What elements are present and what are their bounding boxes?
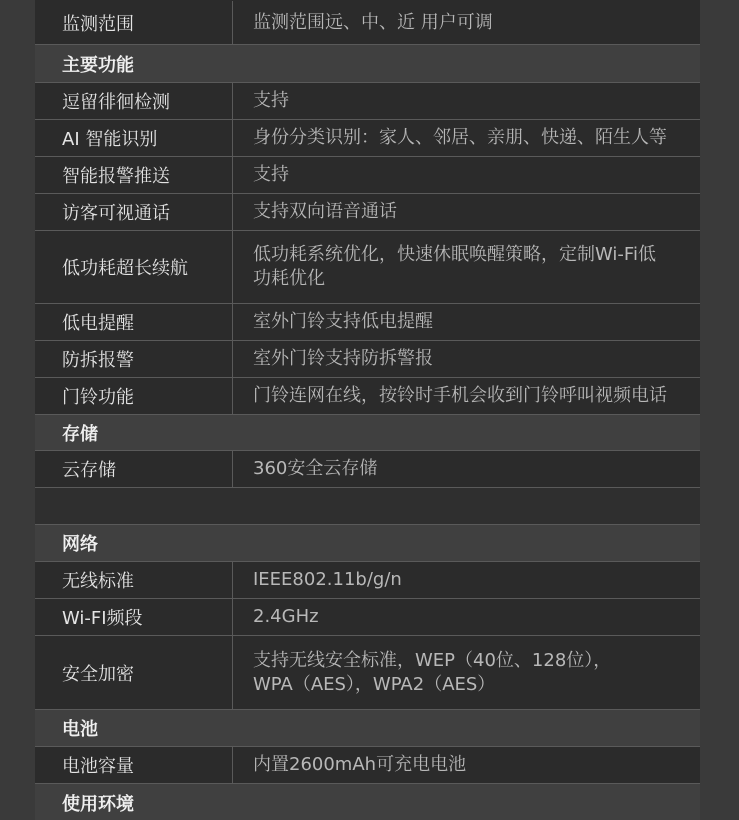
table-row: [35, 230, 700, 303]
row-label: 防拆报警: [35, 341, 233, 377]
section-title: 电池: [62, 719, 98, 740]
row-label: 安全加密: [35, 636, 233, 709]
row-label: 监测范围: [35, 1, 233, 44]
row-value: 360安全云存储: [253, 458, 378, 479]
section-title: 网络: [62, 534, 98, 555]
row-value: 支持双向语音通话: [253, 201, 397, 222]
row-value: 支持: [253, 90, 289, 111]
section-title: 存储: [62, 423, 98, 445]
row-label: 低功耗超长续航: [35, 231, 233, 303]
section-header: [35, 709, 700, 746]
section-header: [35, 524, 700, 561]
table-row: [35, 598, 700, 635]
row-value: 2.4GHz: [253, 606, 319, 627]
table-row: [35, 303, 700, 340]
table-row: [35, 340, 700, 377]
table-row: [35, 0, 700, 44]
row-label: 逗留徘徊检测: [35, 83, 233, 119]
table-row: [35, 746, 700, 783]
section-header: [35, 44, 700, 82]
row-value: 室外门铃支持防拆警报: [253, 348, 433, 369]
table-row: [35, 450, 700, 487]
row-value: IEEE802.11b/g/n: [253, 569, 402, 590]
row-label: 访客可视通话: [35, 194, 233, 230]
section-header: [35, 414, 700, 450]
spec-table: [35, 0, 700, 815]
row-label: 电池容量: [35, 747, 233, 783]
row-label: 无线标准: [35, 562, 233, 598]
row-label: Wi-FI频段: [35, 599, 233, 635]
row-value: 支持: [253, 164, 289, 185]
table-row: [35, 377, 700, 414]
table-row: [35, 635, 700, 709]
section-title: 使用环境: [62, 794, 134, 815]
row-value: 室外门铃支持低电提醒: [253, 311, 433, 332]
row-label: 智能报警推送: [35, 157, 233, 193]
row-value: 支持无线安全标准，WEP（40位、128位）， WPA（AES），WPA2（AES）: [253, 649, 612, 695]
blank-row: [35, 487, 700, 524]
table-row: [35, 156, 700, 193]
table-row: [35, 82, 700, 119]
row-label: 云存储: [35, 451, 233, 487]
table-row: [35, 119, 700, 156]
row-label: 门铃功能: [35, 378, 233, 414]
section-title: 主要功能: [62, 54, 134, 76]
row-value: 门铃连网在线，按铃时手机会收到门铃呼叫视频电话: [253, 385, 667, 406]
row-value: 身份分类识别：家人、邻居、亲朋、快递、陌生人等: [253, 127, 667, 148]
section-header: [35, 783, 700, 820]
row-label: 低电提醒: [35, 304, 233, 340]
row-value: 监测范围远、中、近 用户可调: [253, 11, 493, 33]
row-value: 内置2600mAh可充电电池: [253, 754, 467, 775]
row-label: AI 智能识别: [35, 120, 233, 156]
table-row: [35, 193, 700, 230]
table-row: [35, 561, 700, 598]
row-value: 低功耗系统优化，快速休眠唤醒策略，定制Wi-Fi低 功耗优化: [253, 244, 656, 289]
